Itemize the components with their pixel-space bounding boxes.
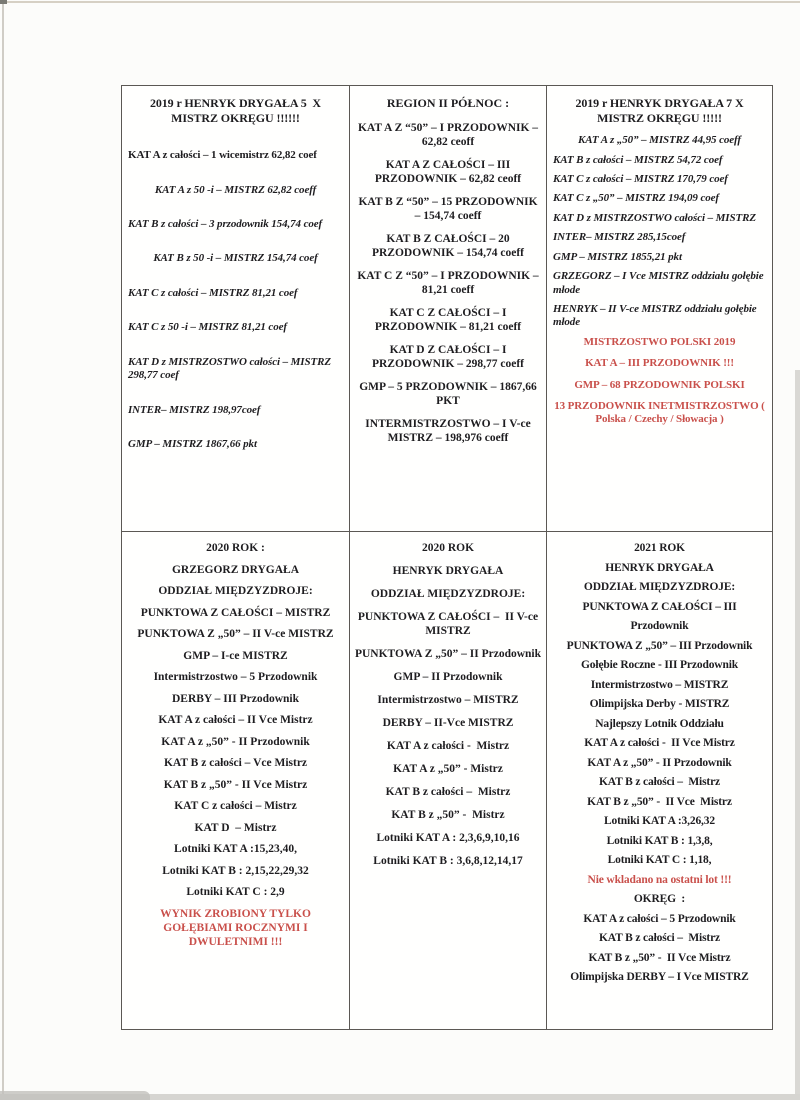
- result-line: KAT A Z “50” – I PRZODOWNIK – 62,82 ceoff: [357, 121, 541, 148]
- result-line: KAT A z całości - II Vce Mistrz: [584, 737, 735, 750]
- cell-header-line: 2020 ROK :: [206, 542, 265, 554]
- cell-header-line: 2020 ROK: [421, 542, 475, 554]
- cell-2020-henryk-drygala: [349, 531, 546, 1029]
- result-line: KAT A z „50” - II Przodownik: [161, 735, 310, 748]
- result-line: KAT A z „50” - Mistrz: [393, 763, 503, 776]
- scan-edge-left: [2, 0, 4, 1100]
- result-line: PUNKTOWA Z CAŁOŚCI – MISTRZ: [140, 606, 331, 619]
- result-line: KAT D z MISTRZOSTWO całości – MISTRZ: [553, 211, 756, 224]
- result-line: DERBY – II-Vce MISTRZ: [382, 717, 514, 730]
- result-line: HENRYK – II V-ce MISTRZ oddziału gołębie młode: [553, 302, 760, 329]
- cell-2019-5x-mistrz-okregu: [122, 86, 349, 531]
- result-line: Przodownik: [630, 620, 689, 633]
- cell-2021-henryk-drygala: [546, 531, 772, 1029]
- result-line: KAT B z całości – 3 przodownik 154,74 coef: [128, 218, 323, 231]
- result-line: GMP – II Przodownik: [393, 671, 503, 684]
- result-line: Lotniki KAT C : 1,18,: [607, 854, 712, 867]
- cell-header-line: 2021 ROK: [634, 542, 685, 554]
- result-line: KAT B z całości – Mistrz: [598, 776, 721, 789]
- result-line: Olimpijska Derby - MISTRZ: [589, 698, 730, 711]
- result-line: KAT C z całości – MISTRZ 170,79 coef: [553, 173, 728, 186]
- result-line: KAT A z „50” – MISTRZ 44,95 coeff: [578, 134, 741, 147]
- cell-header-line: 2019 r HENRYK DRYGAŁA 7 X MISTRZ OKRĘGU !!!!!: [575, 96, 747, 125]
- cell-2019-7x-mistrz-okregu: [546, 86, 772, 531]
- result-line: GMP – 5 PRZODOWNIK – 1867,66 PKT: [359, 380, 540, 407]
- result-line: KAT B z „50” - II Vce Mistrz: [588, 951, 731, 964]
- result-line: KAT C z całości – Mistrz: [174, 800, 297, 813]
- result-line: Intermistrzostwo – MISTRZ: [590, 678, 729, 691]
- cell-2020-grzegorz-drygala: [122, 531, 349, 1029]
- cell-header-line: OKRĘG :: [633, 893, 686, 906]
- result-line: KAT A z całości - Mistrz: [386, 740, 510, 753]
- result-line: PUNKTOWA Z „50” – III Przodownik: [566, 639, 753, 652]
- result-line: KAT B Z “50” – 15 PRZODOWNIK – 154,74 coeff: [358, 195, 541, 222]
- scan-edge-top: [0, 1, 800, 3]
- result-line: Lotniki KAT A :3,26,32: [604, 815, 715, 828]
- result-line: KAT A Z CAŁOŚCI – III PRZODOWNIK – 62,82 ceoff: [374, 158, 522, 185]
- result-line: Lotniki KAT A : 2,3,6,9,10,16: [376, 832, 520, 845]
- result-line: GMP – MISTRZ 1867,66 pkt: [128, 437, 257, 450]
- result-line: KAT A z 50 -i – MISTRZ 62,82 coeff: [154, 183, 317, 196]
- result-line: KAT C Z “50” – I PRZODOWNIK – 81,21 coeff: [357, 269, 542, 296]
- result-line: Intermistrzostwo – MISTRZ: [377, 694, 519, 707]
- result-line: Gołębie Roczne - III Przodownik: [581, 659, 738, 672]
- cell-header-line: ODDZIAŁ MIĘDZYZDROJE:: [583, 581, 736, 594]
- result-line: Lotniki KAT C : 2,9: [186, 886, 285, 899]
- result-line: KAT B z „50” - II Vce Mistrz: [163, 778, 308, 791]
- cell-header-line: HENRYK DRYGAŁA: [392, 565, 504, 578]
- result-line: Najlepszy Lotnik Oddziału: [595, 717, 724, 730]
- scan-edge-bottom: [0, 1094, 800, 1100]
- result-line: INTER– MISTRZ 198,97coef: [128, 403, 261, 416]
- result-line: GRZEGORZ – I Vce MISTRZ oddziału gołębie młode: [553, 270, 767, 296]
- result-line: KAT C z „50” – MISTRZ 194,09 coef: [553, 192, 719, 205]
- result-line: KAT D z MISTRZOSTWO całości – MISTRZ 298,77 coef: [128, 355, 334, 382]
- cell-header-line: REGION II PÓŁNOC :: [386, 96, 510, 110]
- result-line: KAT A z całości – 5 Przodownik: [583, 912, 736, 925]
- result-line: GMP – MISTRZ 1855,21 pkt: [553, 250, 682, 263]
- result-line: DERBY – III Przodownik: [171, 692, 300, 705]
- cell-header-line: 2019 r HENRYK DRYGAŁA 5 X MISTRZ OKRĘGU !!!!!!: [149, 96, 324, 125]
- result-line: Lotniki KAT B : 1,3,8,: [606, 834, 713, 847]
- result-line: KAT C Z CAŁOŚCI – I PRZODOWNIK – 81,21 coeff: [374, 306, 522, 333]
- result-line: GMP – 68 PRZODOWNIK POLSKI: [574, 378, 745, 391]
- cell-header-line: GRZEGORZ DRYGAŁA: [171, 563, 300, 576]
- result-line: Olimpijska DERBY – I Vce MISTRZ: [570, 971, 749, 984]
- result-line: KAT B z „50” - II Vce Mistrz: [587, 795, 732, 808]
- cell-header-line: ODDZIAŁ MIĘDZYZDROJE:: [370, 588, 526, 601]
- result-line: KAT A – III PRZODOWNIK !!!: [585, 357, 734, 370]
- scan-edge-bottom-smudge: [0, 1091, 150, 1100]
- scan-edge-right: [795, 370, 800, 1100]
- result-line: MISTRZOSTWO POLSKI 2019: [583, 335, 736, 348]
- result-line: Lotniki KAT B : 2,15,22,29,32: [162, 864, 309, 877]
- result-line: KAT D Z CAŁOŚCI – I PRZODOWNIK – 298,77 coeff: [371, 343, 525, 370]
- result-line: KAT A z „50” - II Przodownik: [587, 756, 732, 769]
- result-line: KAT B z całości – Vce Mistrz: [163, 757, 308, 770]
- result-line: KAT B z całości – MISTRZ 54,72 coef: [553, 153, 723, 166]
- result-line: Intermistrzostwo – 5 Przodownik: [153, 671, 318, 684]
- result-line: KAT C z całości – MISTRZ 81,21 coef: [128, 286, 298, 299]
- result-line: KAT B z całości – Mistrz: [385, 786, 511, 799]
- result-line: KAT B Z CAŁOŚCI – 20 PRZODOWNIK – 154,74 coeff: [371, 232, 525, 259]
- result-line: GMP – I-ce MISTRZ: [183, 649, 288, 662]
- cell-region-ii-polnoc: [349, 86, 546, 531]
- result-line: Lotniki KAT A :15,23,40,: [174, 843, 297, 856]
- result-line: WYNIK ZROBIONY TYLKO GOŁĘBIAMI ROCZNYMI I DWULETNIMI !!!: [160, 907, 314, 948]
- result-line: Nie wkladano na ostatni lot !!!: [587, 873, 732, 886]
- result-line: KAT B z „50” - Mistrz: [391, 809, 505, 822]
- result-line: KAT A z całości – 1 wicemistrz 62,82 coef: [128, 149, 317, 162]
- result-line: INTER– MISTRZ 285,15coef: [553, 231, 686, 244]
- cell-header-line: ODDZIAŁ MIĘDZYZDROJE:: [158, 585, 313, 598]
- result-line: 13 PRZODOWNIK INETMISTRZOSTWO ( Polska / Czechy / Słowacja ): [554, 399, 768, 426]
- result-line: INTERMISTRZOSTWO – I V-ce MISTRZ – 198,976 coeff: [365, 417, 534, 444]
- result-line: PUNKTOWA Z CAŁOŚCI – III: [582, 600, 737, 613]
- result-line: KAT B z całości – Mistrz: [598, 932, 721, 945]
- result-line: PUNKTOWA Z CAŁOŚCI – II V-ce MISTRZ: [357, 611, 541, 638]
- result-line: PUNKTOWA Z „50” – II Przodownik: [354, 648, 542, 661]
- result-line: KAT A z całości – II Vce Mistrz: [158, 714, 313, 727]
- result-line: KAT D – Mistrz: [194, 821, 277, 834]
- scan-corner-mark: [0, 0, 7, 4]
- result-line: PUNKTOWA Z „50” – II V-ce MISTRZ: [137, 628, 334, 641]
- result-line: Lotniki KAT B : 3,6,8,12,14,17: [373, 855, 523, 868]
- result-line: KAT B z 50 -i – MISTRZ 154,74 coef: [153, 252, 318, 265]
- award-results-table: [121, 85, 773, 1030]
- result-line: KAT C z 50 -i – MISTRZ 81,21 coef: [128, 321, 287, 334]
- cell-header-line: HENRYK DRYGAŁA: [605, 561, 714, 574]
